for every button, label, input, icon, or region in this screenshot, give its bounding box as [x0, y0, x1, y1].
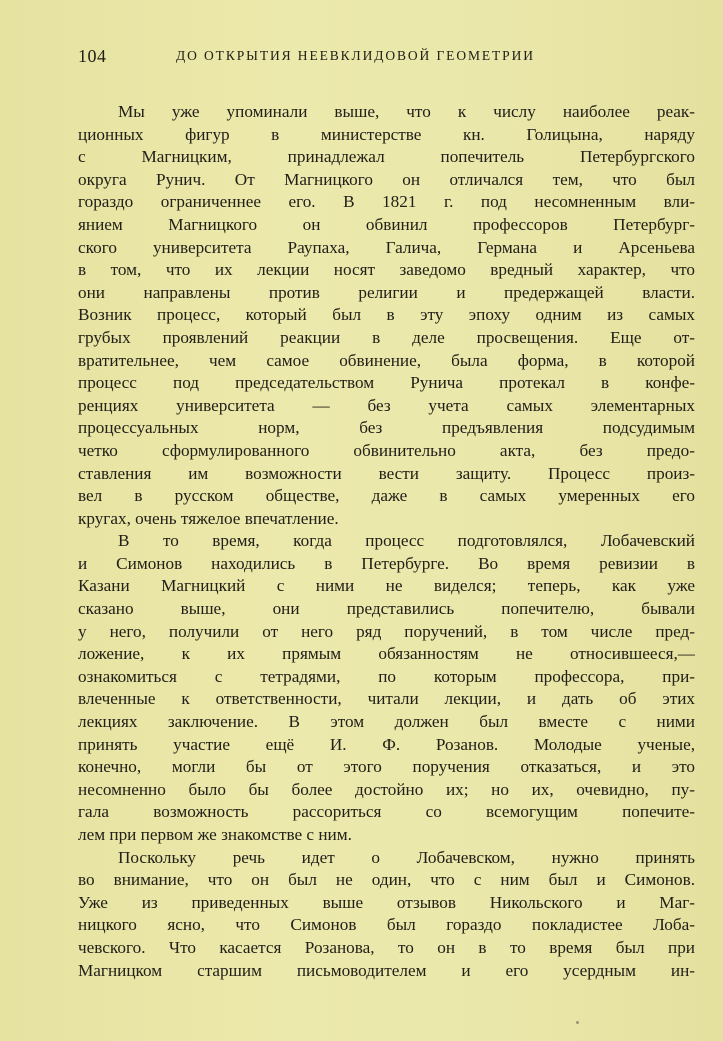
text-line: ницкого ясно, что Симонов был гораздо покладистее Лоба-: [78, 915, 695, 935]
text-line: Магницком старшим письмоводителем и его усердным ин-: [78, 960, 695, 980]
text-line: Возник процесс, который был в эту эпоху одним из самых: [78, 305, 695, 325]
text-line: лекциях заключение. В этом должен был вместе с ними: [78, 712, 695, 732]
page-number: 104: [78, 46, 107, 66]
text-line: ознакомиться с тетрадями, по которым профессора, при-: [78, 666, 695, 686]
print-speck: [576, 1021, 579, 1024]
text-line: Казани Магницкий с ними не виделся; теперь, как уже: [78, 576, 695, 596]
text-line: В то время, когда процесс подготовлялся, Лобачевский: [118, 531, 695, 551]
text-line: кругах, очень тяжелое впечатление.: [78, 508, 339, 528]
text-line: янием Магницкого он обвинил профессоров Петербург-: [78, 214, 695, 234]
text-line: Поскольку речь идет о Лобачевском, нужно принять: [118, 847, 695, 867]
text-line: Уже из приведенных выше отзывов Никольского и Маг-: [78, 892, 695, 912]
text-line: вратительнее, чем самое обвинение, была форма, в которой: [78, 350, 695, 370]
text-line: они направлены против религии и предержащей власти.: [78, 282, 695, 302]
text-line: гала возможность рассориться со всемогущим попечите-: [78, 802, 695, 822]
text-line: Мы уже упоминали выше, что к числу наиболее реак-: [118, 102, 695, 121]
text-line: ционных фигур в министерстве кн. Голицына, наряду: [78, 124, 695, 144]
text-line: несомненно было бы более достойно их; но их, очевидно, пу-: [78, 779, 695, 799]
text-line: ложение, к их прямым обязанностям не относившееся,—: [78, 644, 695, 664]
text-line: грубых проявлений реакции в деле просвещения. Еще от-: [78, 327, 695, 347]
text-line: вел в русском обществе, даже в самых умеренных его: [78, 486, 695, 506]
text-line: и Симонов находились в Петербурге. Во время ревизии в: [78, 553, 695, 573]
text-line: четко сформулированного обвинительно акта, без предо-: [78, 440, 695, 460]
text-line: округа Рунич. От Магницкого он отличался тем, что был: [78, 169, 695, 189]
text-line: с Магницким, принадлежал попечитель Петербургского: [78, 147, 695, 167]
text-line: у него, получили от него ряд поручений, в том числе пред-: [78, 621, 695, 641]
text-line: конечно, могли бы от этого поручения отказаться, и это: [78, 757, 695, 777]
text-line: принять участие ещё И. Ф. Розанов. Молодые ученые,: [78, 734, 695, 754]
running-title: ДО ОТКРЫТИЯ НЕЕВКЛИДОВОЙ ГЕОМЕТРИИ: [176, 48, 535, 63]
text-line: ренциях университета — без учета самых элементарных: [78, 395, 695, 415]
text-line: процесс под председательством Рунича протекал в конфе-: [78, 373, 695, 393]
text-line: гораздо ограниченнее его. В 1821 г. под несомненным вли-: [78, 192, 695, 212]
text-line: процессуальных норм, без предъявления подсудимым: [78, 418, 695, 438]
text-line: лем при первом же знакомстве с ним.: [78, 825, 352, 844]
text-line: ского университета Раупаха, Галича, Германа и Арсеньева: [78, 237, 695, 257]
text-line: чевского. Что касается Розанова, то он в то время был при: [78, 937, 695, 957]
text-line: сказано выше, они представились попечителю, бывали: [78, 599, 695, 619]
text-line: во внимание, что он был не один, что с ним был и Симонов.: [78, 870, 695, 890]
text-line: в том, что их лекции носят заведомо вредный характер, что: [78, 260, 695, 280]
body-text: [78, 101, 695, 982]
text-line: влеченные к ответственности, читали лекции, и дать об этих: [78, 689, 695, 709]
page-header: [78, 46, 693, 70]
text-line: ставления им возможности вести защиту. Процесс произ-: [78, 463, 695, 483]
